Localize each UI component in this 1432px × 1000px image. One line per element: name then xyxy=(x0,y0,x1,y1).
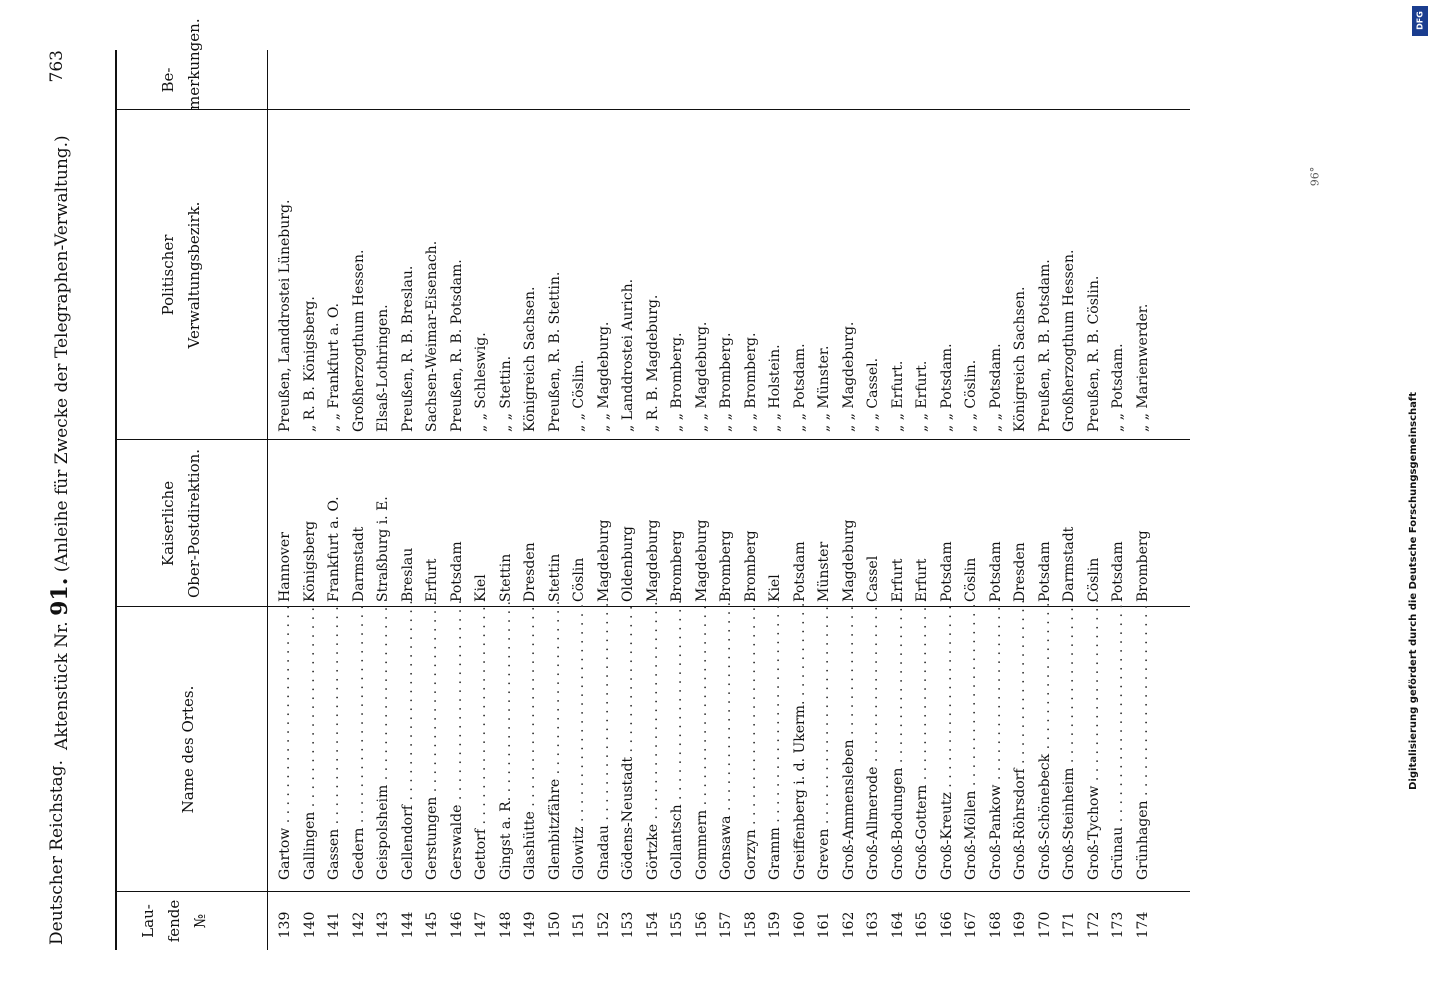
row-number: 144 xyxy=(399,911,416,939)
verwaltungsbezirk: „ „ Marienwerder. xyxy=(1134,303,1151,432)
place-name: Groß-Kreutz . . . xyxy=(939,600,955,880)
table-row xyxy=(473,50,496,950)
table-row xyxy=(939,50,962,950)
row-number: 163 xyxy=(865,911,881,939)
postdirektion: Potsdam xyxy=(938,541,955,602)
column-header-bemerkungen xyxy=(155,18,207,110)
table-row xyxy=(669,50,692,950)
verwaltungsbezirk: Preußen, R. B. Breslau. xyxy=(399,265,416,432)
postdirektion: Dresden xyxy=(522,542,538,602)
postdirektion: Kiel xyxy=(767,574,783,602)
header-subject: (Anleihe für Zwecke der Telegraphen-Verwaltung.) xyxy=(52,135,72,573)
row-number: 169 xyxy=(1012,911,1028,939)
postdirektion: Magdeburg xyxy=(595,519,612,602)
table-row xyxy=(498,50,521,950)
place-name: Gorzyn . . . xyxy=(743,600,759,880)
verwaltungsbezirk: „ „ Stettin. xyxy=(497,355,514,432)
verwaltungsbezirk: Elsaß-Lothringen. xyxy=(375,304,391,432)
place-name: Gettorf . . . xyxy=(473,600,489,880)
digitization-note-text: Digitalisierung gefördert durch die Deutsche Forschungsgemeinschaft xyxy=(1408,392,1419,790)
pencil-mark: 96° xyxy=(1308,166,1322,187)
row-number: 143 xyxy=(375,911,391,939)
verwaltungsbezirk: „ Landdrostei Aurich. xyxy=(620,278,636,432)
row-number: 155 xyxy=(669,911,685,939)
table-row xyxy=(743,50,766,950)
row-number: 161 xyxy=(816,911,832,939)
row-number: 157 xyxy=(718,911,734,939)
postdirektion: Magdeburg xyxy=(693,519,710,602)
postdirektion: Magdeburg xyxy=(840,519,857,602)
row-number: 150 xyxy=(546,911,563,939)
table-row xyxy=(645,50,668,950)
table-row xyxy=(890,50,913,950)
place-name: Gommern . . . xyxy=(694,600,710,880)
place-name: Groß-Gottern . . . xyxy=(914,600,930,880)
place-name: Greven . . . xyxy=(816,600,832,880)
row-number: 162 xyxy=(840,911,857,939)
header-line: Verwaltungsbezirk. xyxy=(185,201,203,349)
table-row xyxy=(596,50,619,950)
row-number: 141 xyxy=(326,911,342,939)
verwaltungsbezirk: „ „ Magdeburg. xyxy=(693,321,710,432)
header-line: Politischer xyxy=(159,234,177,316)
postdirektion: Cöslin xyxy=(571,557,587,602)
row-number: 172 xyxy=(1085,911,1102,939)
row-number: 158 xyxy=(742,911,759,939)
place-name: Gerswalde . . . xyxy=(449,600,465,880)
header-reichstag: Deutscher Reichstag. xyxy=(47,760,67,945)
table-row xyxy=(988,50,1011,950)
verwaltungsbezirk: Preußen, R. B. Potsdam. xyxy=(448,259,465,432)
verwaltungsbezirk: „ „ Erfurt. xyxy=(889,360,906,432)
table-header-rule xyxy=(267,50,268,950)
verwaltungsbezirk: „ R. B. Magdeburg. xyxy=(644,294,661,432)
row-number: 151 xyxy=(571,911,587,939)
header-number: 91. xyxy=(47,577,73,616)
verwaltungsbezirk: Preußen, R. B. Stettin. xyxy=(546,271,563,432)
place-name: Gingst a. R. . . . xyxy=(498,600,514,880)
place-name: Glembitzfähre . . . xyxy=(547,600,563,880)
place-name: Görtzke . . . xyxy=(645,600,661,880)
place-name: Gödens-Neustadt . . . xyxy=(620,600,636,880)
header-line: Be- xyxy=(159,67,177,93)
page-number: 763 xyxy=(47,50,67,83)
verwaltungsbezirk: „ „ Bromberg. xyxy=(742,332,759,432)
place-name: Groß-Bodungen . . . xyxy=(890,600,906,880)
row-number: 145 xyxy=(424,911,440,939)
place-name: Grünau . . . xyxy=(1110,600,1126,880)
table-row xyxy=(914,50,937,950)
verwaltungsbezirk: „ „ Potsdam. xyxy=(1110,343,1126,432)
header-line: fende xyxy=(165,899,183,943)
place-name: Gallingen . . . xyxy=(302,600,318,880)
place-name: Groß-Schönebeck . . . xyxy=(1037,600,1053,880)
postdirektion: Erfurt xyxy=(914,558,930,602)
table-row xyxy=(1086,50,1109,950)
row-number: 174 xyxy=(1134,911,1151,939)
table-row xyxy=(424,50,447,950)
row-number: 160 xyxy=(791,911,808,939)
table-row xyxy=(1012,50,1035,950)
place-name: Groß-Ammensleben . . . xyxy=(841,600,857,880)
row-number: 166 xyxy=(938,911,955,939)
table-row xyxy=(767,50,790,950)
verwaltungsbezirk: „ „ Frankfurt a. O. xyxy=(326,303,342,432)
row-number: 173 xyxy=(1110,911,1126,939)
verwaltungsbezirk: Königreich Sachsen. xyxy=(522,286,538,432)
verwaltungsbezirk: „ „ Cöslin. xyxy=(963,359,979,432)
verwaltungsbezirk: „ „ Potsdam. xyxy=(791,343,808,432)
postdirektion: Stettin xyxy=(546,553,563,602)
column-header-verwaltungsbezirk xyxy=(155,110,207,440)
table-top-rule xyxy=(115,50,117,950)
postdirektion: Oldenburg xyxy=(620,526,636,602)
row-number: 154 xyxy=(644,911,661,939)
verwaltungsbezirk: Preußen, Landdrostei Lüneburg. xyxy=(277,199,293,432)
row-number: 167 xyxy=(963,911,979,939)
postdirektion: Straßburg i. E. xyxy=(375,496,391,602)
verwaltungsbezirk: „ „ Bromberg. xyxy=(718,332,734,432)
place-name: Groß-Steinheim . . . xyxy=(1061,600,1077,880)
postdirektion: Cassel xyxy=(865,555,881,602)
row-number: 165 xyxy=(914,911,930,939)
row-number: 149 xyxy=(522,911,538,939)
table-row xyxy=(449,50,472,950)
place-name: Gellendorf . . . xyxy=(400,600,416,880)
verwaltungsbezirk: „ „ Bromberg. xyxy=(669,332,685,432)
header-line: Lau- xyxy=(139,904,157,938)
row-number: 147 xyxy=(473,911,489,939)
row-number: 148 xyxy=(497,911,514,939)
dfg-logo xyxy=(1412,6,1428,36)
place-name: Gonsawa . . . xyxy=(718,600,734,880)
table-row xyxy=(865,50,888,950)
header-line: merkungen. xyxy=(185,18,203,110)
postdirektion: Cöslin xyxy=(963,557,979,602)
postdirektion: Bromberg xyxy=(718,530,734,602)
verwaltungsbezirk: „ „ Erfurt. xyxy=(914,360,930,432)
place-name: Groß-Allmerode . . . xyxy=(865,600,881,880)
verwaltungsbezirk: Preußen, R. B. Cöslin. xyxy=(1085,275,1102,432)
row-number: 140 xyxy=(301,911,318,939)
postdirektion: Breslau xyxy=(399,547,416,602)
table-row xyxy=(326,50,349,950)
postdirektion: Erfurt xyxy=(424,558,440,602)
place-name: Grünhagen . . . xyxy=(1135,600,1151,880)
header-prefix: Aktenstück Nr. xyxy=(52,621,72,750)
row-number: 146 xyxy=(448,911,465,939)
row-number: 152 xyxy=(595,911,612,939)
document-table xyxy=(35,18,1205,950)
table-row xyxy=(375,50,398,950)
row-number: 153 xyxy=(620,911,636,939)
postdirektion: Kiel xyxy=(473,574,489,602)
postdirektion: Bromberg xyxy=(1134,530,1151,602)
place-name: Groß-Pankow . . . xyxy=(988,600,1004,880)
table-row xyxy=(351,50,374,950)
verwaltungsbezirk: „ „ Potsdam. xyxy=(987,343,1004,432)
row-number: 164 xyxy=(889,911,906,939)
verwaltungsbezirk: „ „ Potsdam. xyxy=(938,343,955,432)
table-row xyxy=(1135,50,1158,950)
row-number: 139 xyxy=(277,911,293,939)
verwaltungsbezirk: „ „ Magdeburg. xyxy=(595,321,612,432)
digitization-note xyxy=(1408,392,1426,992)
page-header xyxy=(35,50,80,950)
table-row xyxy=(718,50,741,950)
postdirektion: Potsdam xyxy=(448,541,465,602)
table-row xyxy=(277,50,300,950)
table-row xyxy=(547,50,570,950)
row-number: 168 xyxy=(987,911,1004,939)
place-name: Groß-Röhrsdorf . . . xyxy=(1012,600,1028,880)
verwaltungsbezirk: „ R. B. Königsberg. xyxy=(301,296,318,432)
header-line: Name des Ortes. xyxy=(179,685,197,814)
place-name: Gedern . . . xyxy=(351,600,367,880)
table-row xyxy=(571,50,594,950)
header-line: Ober-Postdirektion. xyxy=(185,448,203,599)
postdirektion: Potsdam xyxy=(1110,541,1126,602)
postdirektion: Königsberg xyxy=(301,520,318,602)
postdirektion: Frankfurt a. O. xyxy=(326,496,342,602)
place-name: Groß-Möllen . . . xyxy=(963,600,979,880)
table-row xyxy=(1110,50,1133,950)
postdirektion: Potsdam xyxy=(791,541,808,602)
verwaltungsbezirk: Sachsen-Weimar-Eisenach. xyxy=(424,240,440,432)
table-row xyxy=(963,50,986,950)
place-name: Gramm . . . xyxy=(767,600,783,880)
postdirektion: Münster xyxy=(816,541,832,602)
column-header-name xyxy=(175,607,201,892)
verwaltungsbezirk: „ „ Schleswig. xyxy=(473,332,489,432)
verwaltungsbezirk: „ „ Magdeburg. xyxy=(840,321,857,432)
place-name: Gerstungen . . . xyxy=(424,600,440,880)
dfg-logo-text: DFG xyxy=(1415,11,1425,30)
column-header-number xyxy=(135,892,213,950)
verwaltungsbezirk: „ „ Münster. xyxy=(816,345,832,432)
table-row xyxy=(1037,50,1060,950)
row-number: 159 xyxy=(767,911,783,939)
table-row xyxy=(1061,50,1084,950)
row-number: 142 xyxy=(350,911,367,939)
postdirektion: Potsdam xyxy=(1036,541,1053,602)
row-number: 171 xyxy=(1061,911,1077,939)
postdirektion: Bromberg xyxy=(669,530,685,602)
place-name: Groß-Tychow . . . xyxy=(1086,600,1102,880)
place-name: Gollantsch . . . xyxy=(669,600,685,880)
postdirektion: Erfurt xyxy=(889,558,906,602)
place-name: Glowitz . . . xyxy=(571,600,587,880)
verwaltungsbezirk: Großherzogthum Hessen. xyxy=(350,249,367,432)
postdirektion: Potsdam xyxy=(987,541,1004,602)
place-name: Glashütte . . . xyxy=(522,600,538,880)
table-row xyxy=(694,50,717,950)
postdirektion: Hannover xyxy=(277,532,293,602)
table-row xyxy=(792,50,815,950)
column-header-postdirektion xyxy=(155,440,207,607)
verwaltungsbezirk: Preußen, R. B. Potsdam. xyxy=(1036,259,1053,432)
table-row xyxy=(522,50,545,950)
place-name: Greiffenberg i. d. Ukerm. . . . xyxy=(792,600,808,880)
place-name: Gnadau . . . xyxy=(596,600,612,880)
postdirektion: Darmstadt xyxy=(1061,526,1077,602)
verwaltungsbezirk: Großherzogthum Hessen. xyxy=(1061,249,1077,432)
postdirektion: Bromberg xyxy=(742,530,759,602)
postdirektion: Stettin xyxy=(497,553,514,602)
row-number: 170 xyxy=(1036,911,1053,939)
postdirektion: Dresden xyxy=(1012,542,1028,602)
verwaltungsbezirk: Königreich Sachsen. xyxy=(1012,286,1028,432)
header-line: Kaiserliche xyxy=(159,480,177,567)
postdirektion: Darmstadt xyxy=(350,526,367,602)
table-row xyxy=(841,50,864,950)
place-name: Gartow . . . xyxy=(277,600,293,880)
header-title xyxy=(47,135,73,750)
postdirektion: Magdeburg xyxy=(644,519,661,602)
place-name: Gassen . . . xyxy=(326,600,342,880)
place-name: Geispolsheim . . . xyxy=(375,600,391,880)
verwaltungsbezirk: „ „ Cöslin. xyxy=(571,359,587,432)
table-row xyxy=(400,50,423,950)
table-row xyxy=(816,50,839,950)
table-row xyxy=(302,50,325,950)
row-number: 156 xyxy=(693,911,710,939)
verwaltungsbezirk: „ „ Holstein. xyxy=(767,344,783,432)
postdirektion: Cöslin xyxy=(1085,557,1102,602)
table-row xyxy=(620,50,643,950)
verwaltungsbezirk: „ „ Cassel. xyxy=(865,357,881,432)
header-line: № xyxy=(191,913,209,929)
